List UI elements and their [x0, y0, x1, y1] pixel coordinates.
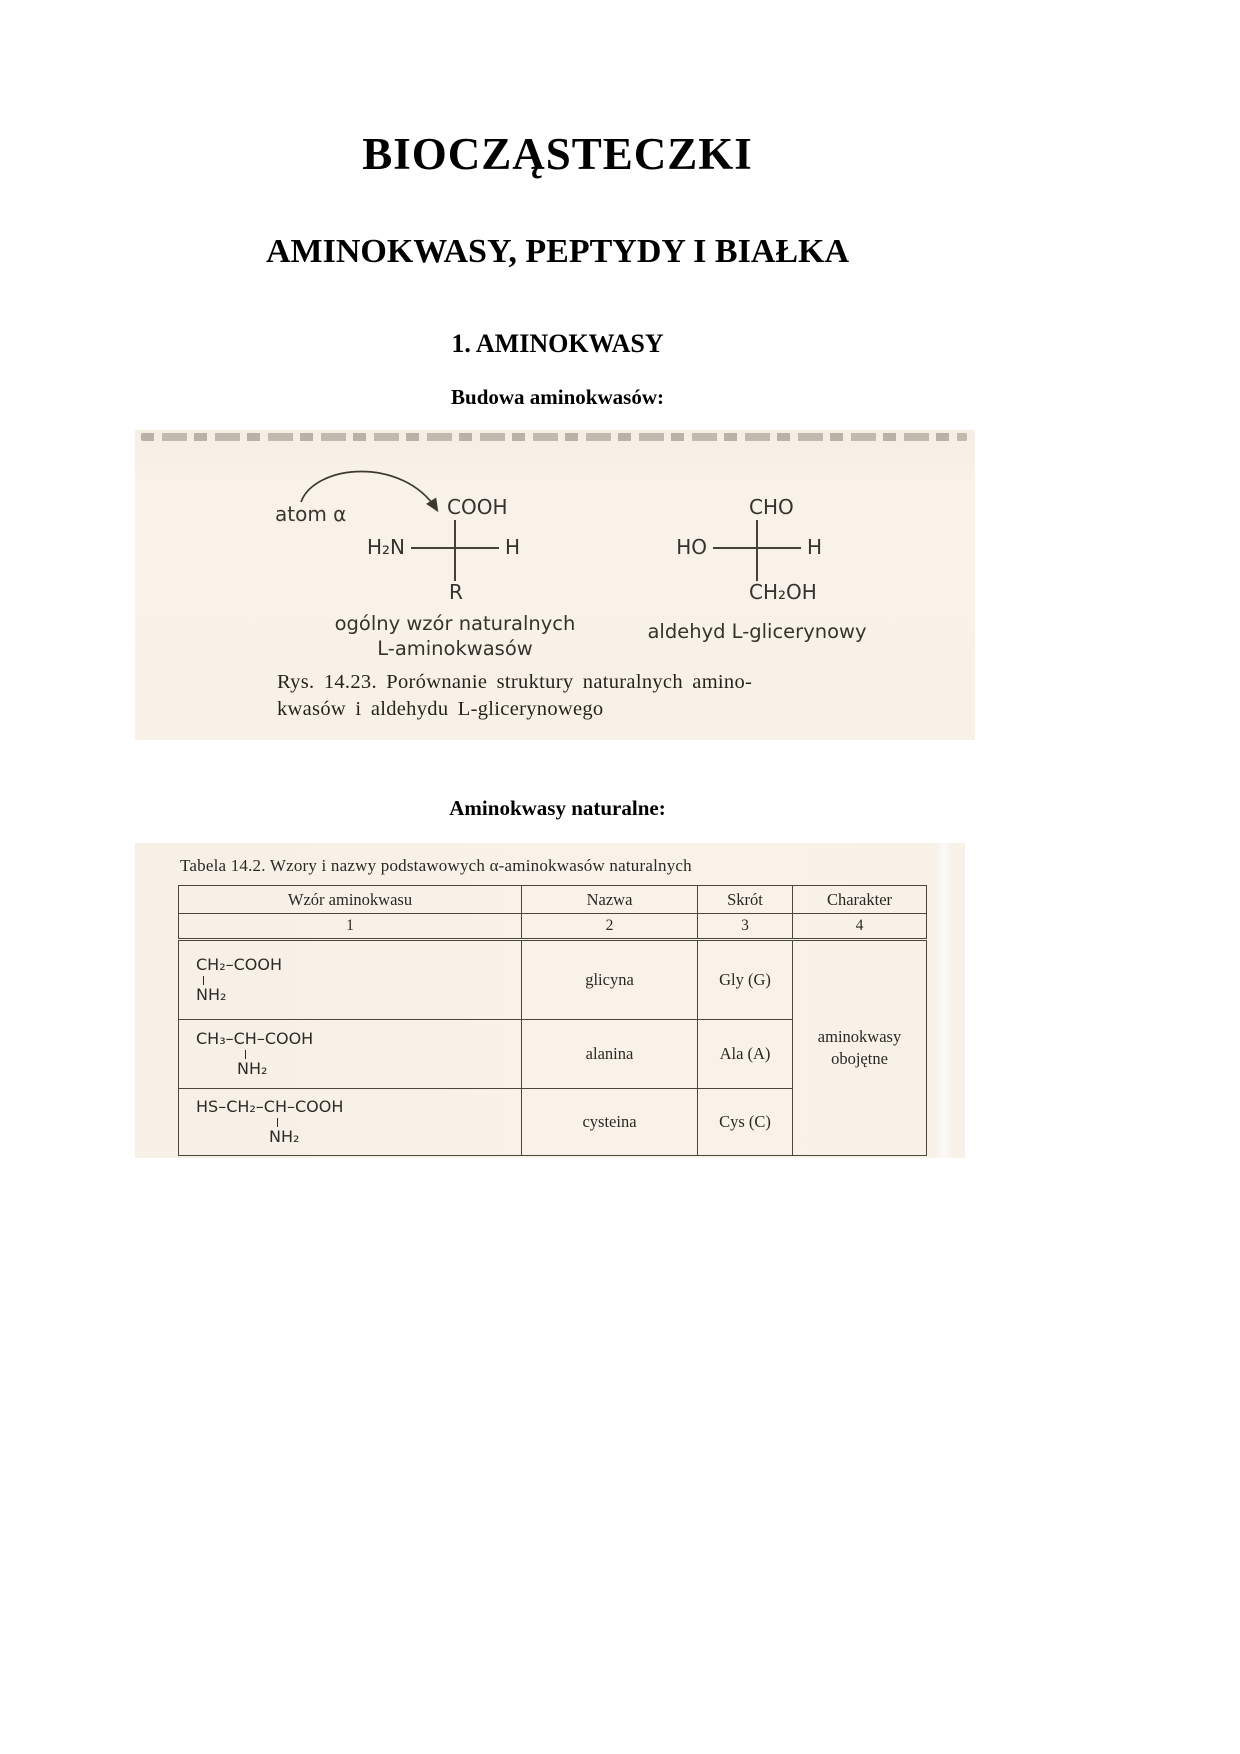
column-number: 2 — [522, 914, 698, 940]
table-row-glycine — [179, 940, 927, 1020]
figure-heading: Budowa aminokwasów: — [451, 385, 664, 409]
column-number: 3 — [698, 914, 793, 940]
horizontal-bond — [713, 547, 801, 549]
alanine-formula — [196, 1029, 517, 1079]
formula-cell — [179, 1089, 522, 1156]
figure-caption-line1: Rys. 14.23. Porównanie struktury naturalnych amino- — [277, 671, 753, 693]
name-cell: glicyna — [522, 940, 698, 1020]
hydroxyl-group-label: HO — [676, 535, 707, 559]
column-number: 1 — [179, 914, 522, 940]
amino-structure-caption-line1: ogólny wzór naturalnych — [334, 612, 576, 635]
ch2oh-group-label: CH₂OH — [749, 580, 817, 604]
vertical-bond — [756, 520, 758, 581]
alpha-atom-label: atom α — [275, 502, 347, 526]
amino-structure-caption-line2: L-aminokwasów — [377, 637, 533, 660]
vertical-bond — [454, 520, 456, 581]
column-number-row — [179, 914, 927, 940]
formula-main: CH₂–COOH — [196, 955, 283, 974]
amino-acid-table — [178, 885, 927, 1156]
aldehyde-structure-caption: aldehyd L-glicerynowy — [647, 620, 867, 643]
document-subtitle: AMINOKWASY, PEPTYDY I BIAŁKA — [265, 233, 850, 270]
table-heading: Aminokwasy naturalne: — [449, 796, 666, 820]
abbr-cell: Cys (C) — [698, 1089, 793, 1156]
document-title: BIOCZĄSTECZKI — [362, 129, 753, 179]
table-scan-image — [135, 843, 965, 1158]
section-heading: 1. AMINOKWASY — [451, 329, 664, 358]
header-cell-wzor: Wzór aminokwasu — [179, 886, 522, 914]
formula-sub: NH₂ — [196, 985, 227, 1004]
formula-sub: NH₂ — [237, 1059, 268, 1078]
cysteine-formula — [196, 1097, 517, 1147]
formula-cell — [179, 1020, 522, 1089]
carboxyl-group-label: COOH — [447, 495, 508, 519]
horizontal-bond — [411, 547, 499, 549]
character-line2: obojętne — [831, 1049, 888, 1068]
abbr-cell: Gly (G) — [698, 940, 793, 1020]
abbr-cell: Ala (A) — [698, 1020, 793, 1089]
name-cell: cysteina — [522, 1089, 698, 1156]
formula-main: CH₃–CH–COOH — [196, 1029, 314, 1048]
amino-structure-caption — [331, 611, 579, 661]
character-line1: aminokwasy — [817, 1026, 902, 1046]
formula-main: HS–CH₂–CH–COOH — [196, 1097, 344, 1116]
header-cell-nazwa: Nazwa — [522, 886, 698, 914]
cropped-text-remnant — [141, 433, 967, 441]
figure-scan-image — [135, 430, 975, 740]
header-cell-charakter: Charakter — [793, 886, 927, 914]
figure-caption — [277, 669, 752, 723]
hydrogen-label: H — [807, 535, 823, 559]
character-cell — [793, 940, 927, 1156]
table-caption: Tabela 14.2. Wzory i nazwy podstawowych α-aminokwasów naturalnych — [180, 856, 692, 875]
name-cell: alanina — [522, 1020, 698, 1089]
alpha-arrow-icon — [287, 454, 462, 534]
header-cell-skrot: Skrót — [698, 886, 793, 914]
hydrogen-label: H — [505, 535, 521, 559]
column-number: 4 — [793, 914, 927, 940]
table-header-row — [179, 886, 927, 914]
vertical-bond — [203, 976, 204, 985]
glycine-formula — [196, 955, 517, 1005]
aldehyde-group-label: CHO — [749, 495, 794, 519]
amino-group-label: H₂N — [366, 535, 405, 559]
vertical-bond — [277, 1118, 278, 1127]
formula-cell — [179, 940, 522, 1020]
figure-caption-line2: kwasów i aldehydu L-glicerynowego — [277, 698, 604, 720]
r-group-label: R — [449, 580, 463, 604]
vertical-bond — [245, 1050, 246, 1059]
formula-sub: NH₂ — [269, 1127, 300, 1146]
